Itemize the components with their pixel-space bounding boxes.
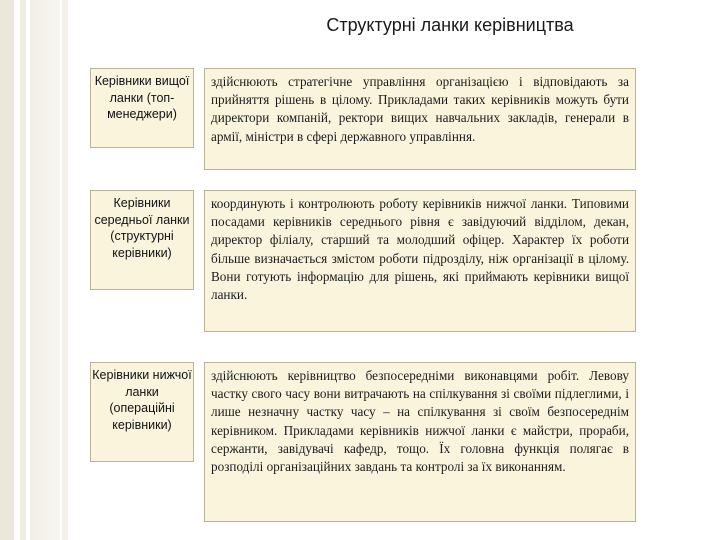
row-label-top-managers: Керівники вищої ланки (топ-менеджери) [90,68,194,148]
row-label-middle-managers: Керівники середньої ланки (структурні керівники) [90,190,194,290]
row-description-top-managers: здійснюють стратегічне управління організацією і відповідають за прийняття рішень в цілому. Прикладами таких керівників можуть бути директори компаній, ректори вищих навчальних закладів, генерали в армії, міністри в сфері державного управління. [204,68,636,170]
decorative-stripe [62,0,68,540]
row-description-lower-managers: здійснюють керівництво безпосередніми виконавцями робіт. Левову частку свого часу вони витрачають на спілкування зі своїми підлеглими, і лише незначну частку часу – на спілкування зі своїм безпосереднім керівником. Прикладами керівників нижчої ланки є майстри, прораби, сержанти, завідувачі кафедр, тощо. Їх головна функція полягає в розподілі організаційних завдань та контролі за їх виконанням. [204,362,636,522]
row-description-middle-managers: координують і контролюють роботу керівників нижчої ланки. Типовими посадами керівників середнього рівня є завідуючий відділом, декан, директор філіалу, старший та молодший офіцер. Характер їх роботи більше визначається змістом роботи підрозділу, ніж організації в цілому. Вони готують інформацію для рішень, які приймають керівники вищої ланки. [204,190,636,332]
decorative-stripe [30,0,60,540]
decorative-stripe [20,0,26,540]
decorative-stripe [0,0,14,540]
slide-title: Структурні ланки керівництва [326,15,574,35]
row-label-lower-managers: Керівники нижчої ланки (операційні керівники) [90,362,194,462]
